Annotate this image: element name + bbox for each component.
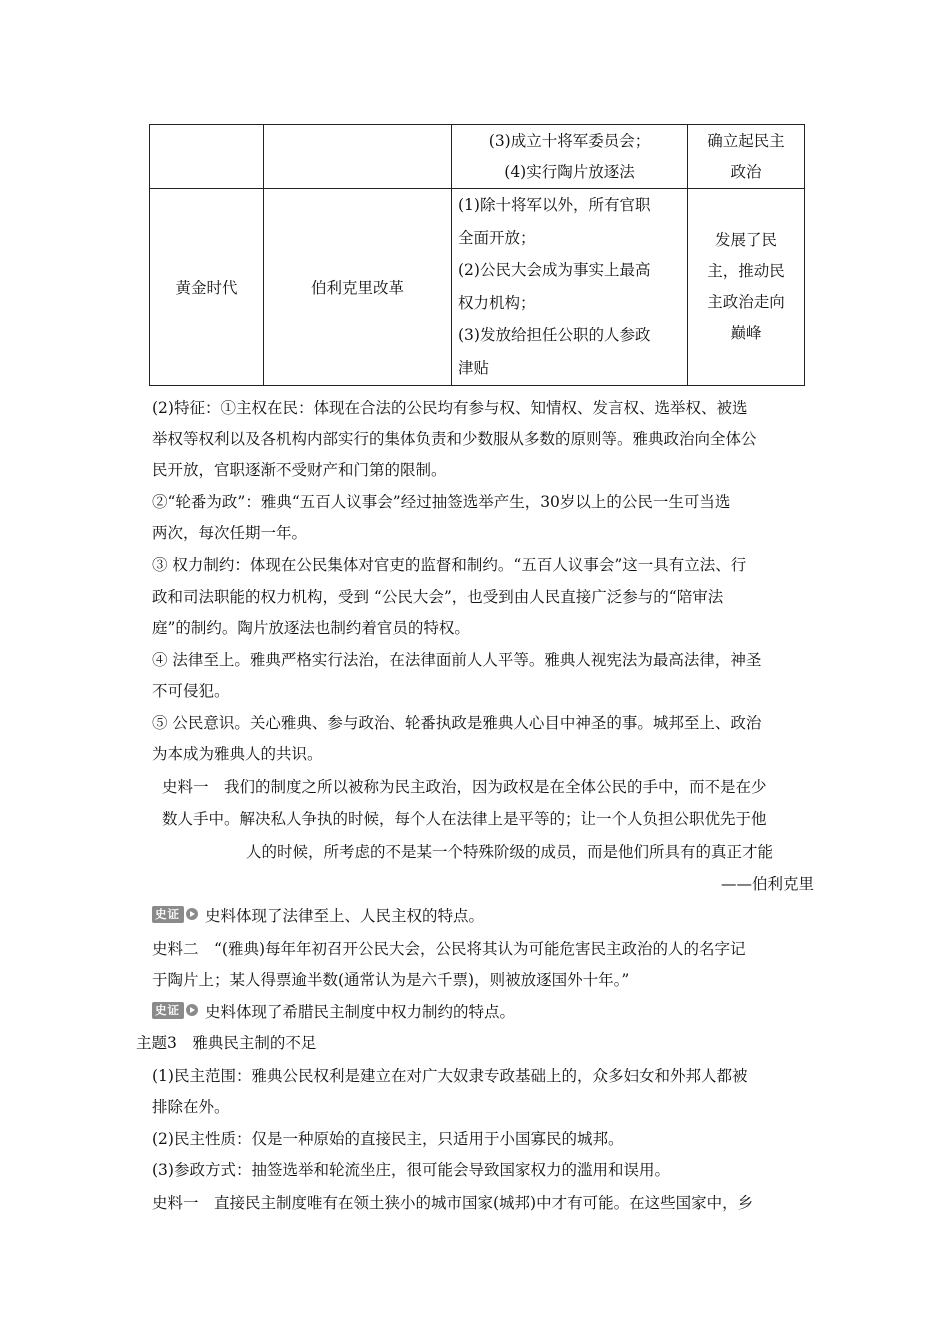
body-line: 民开放，官职逐渐不受财产和门第的限制。 bbox=[152, 461, 447, 479]
cell-line: 全面开放； bbox=[458, 228, 536, 247]
source-line: 史料一 直接民主制度唯有在领土狭小的城市国家(城邦)中才有可能。在这些国家中，乡 bbox=[152, 1194, 754, 1212]
table-row bbox=[150, 125, 805, 189]
cell-line: 确立起民主 bbox=[707, 131, 785, 150]
cell-line: 政治 bbox=[730, 162, 762, 181]
source-line: 史料一 我们的制度之所以被称为民主政治，因为政权是在全体公民的手中，而不是在少 bbox=[162, 778, 767, 796]
source-line: 史料二 “(雅典)每年年初召开公民大会，公民将其认为可能危害民主政治的人的名字记 bbox=[152, 940, 746, 958]
body-line: 举权等权利以及各机构内部实行的集体负责和少数服从多数的原则等。雅典政治向全体公 bbox=[152, 430, 757, 448]
arrow-right-icon bbox=[186, 1004, 198, 1016]
cell-line: 发展了民 bbox=[714, 230, 777, 249]
body-line: ④ 法律至上。雅典严格实行法治，在法律面前人人平等。雅典人视宪法为最高法律，神圣 bbox=[152, 651, 762, 669]
evidence-line: 史证 史料体现了希腊民主制度中权力制约的特点。 bbox=[152, 1000, 515, 1024]
section-title: 主题3 雅典民主制的不足 bbox=[136, 1034, 317, 1052]
evidence-line: 史证 史料体现了法律至上、人民主权的特点。 bbox=[152, 904, 484, 928]
cell-line: 主，推动民 bbox=[707, 261, 785, 280]
cell-line: (3)发放给担任公职的人参政 bbox=[458, 326, 651, 345]
body-line: ⑤ 公民意识。关心雅典、参与政治、轮番执政是雅典人心目中神圣的事。城邦至上、政治 bbox=[152, 714, 762, 732]
body-line: 政和司法职能的权力机构，受到 “公民大会”，也受到由人民直接广泛参与的“陪审法 bbox=[152, 588, 724, 606]
body-line: 两次，每次任期一年。 bbox=[152, 524, 308, 542]
body-line: (3)参政方式：抽签选举和轮流坐庄，很可能会导致国家权力的滥用和误用。 bbox=[152, 1161, 670, 1179]
evidence-badge: 史证 bbox=[152, 906, 198, 923]
cell-line: (4)实行陶片放逐法 bbox=[504, 162, 635, 181]
body-line: 不可侵犯。 bbox=[152, 682, 230, 700]
table-row bbox=[150, 189, 805, 386]
source-line: 数人手中。解决私人争执的时候，每个人在法律上是平等的；让一个人负担公职优先于他 bbox=[162, 810, 767, 828]
table-cell-reform bbox=[264, 125, 452, 189]
cell-line: (3)成立十将军委员会； bbox=[488, 131, 651, 150]
table-cell-period: 黄金时代 bbox=[150, 189, 264, 386]
cell-line: 主政治走向 bbox=[707, 292, 785, 311]
cell-line: 权力机构； bbox=[458, 293, 536, 312]
table-cell-significance bbox=[688, 125, 805, 189]
arrow-right-icon bbox=[186, 908, 198, 920]
body-line: ②“轮番为政”：雅典“五百人议事会”经过抽签选举产生，30岁以上的公民一生可当选 bbox=[152, 493, 731, 511]
table-cell-reform: 伯利克里改革 bbox=[264, 189, 452, 386]
body-line: 庭”的制约。陶片放逐法也制约着官员的特权。 bbox=[152, 619, 470, 637]
evidence-badge: 史证 bbox=[152, 1002, 198, 1019]
cell-line: 津贴 bbox=[458, 358, 490, 377]
cell-line: (1)除十将军以外，所有官职 bbox=[458, 196, 651, 214]
table-cell-significance bbox=[688, 189, 805, 386]
body-line: 排除在外。 bbox=[152, 1098, 230, 1116]
body-line: (2)民主性质：仅是一种原始的直接民主，只适用于小国寡民的城邦。 bbox=[152, 1130, 624, 1148]
table-cell-content bbox=[452, 125, 688, 189]
source-line: 于陶片上；某人得票逾半数(通常认为是六千票)，则被放逐国外十年。” bbox=[152, 971, 630, 989]
body-line: 为本成为雅典人的共识。 bbox=[152, 745, 323, 763]
body-line: (1)民主范围：雅典公民权利是建立在对广大奴隶专政基础上的，众多妇女和外邦人都被 bbox=[152, 1067, 748, 1085]
source-attribution: ——伯利克里 bbox=[720, 875, 814, 893]
body-line: ③ 权力制约：体现在公民集体对官吏的监督和制约。“五百人议事会”这一具有立法、行 bbox=[152, 556, 747, 574]
body-line: (2)特征：①主权在民：体现在合法的公民均有参与权、知情权、发言权、选举权、被选 bbox=[152, 399, 748, 417]
cell-line: 巅峰 bbox=[730, 323, 762, 342]
source-line: 人的时候，所考虑的不是某一个特殊阶级的成员，而是他们所具有的真正才能 bbox=[246, 843, 774, 861]
table-cell-content bbox=[452, 189, 688, 386]
reform-table bbox=[149, 124, 805, 386]
table-cell-period bbox=[150, 125, 264, 189]
cell-line: (2)公民大会成为事实上最高 bbox=[458, 261, 651, 280]
